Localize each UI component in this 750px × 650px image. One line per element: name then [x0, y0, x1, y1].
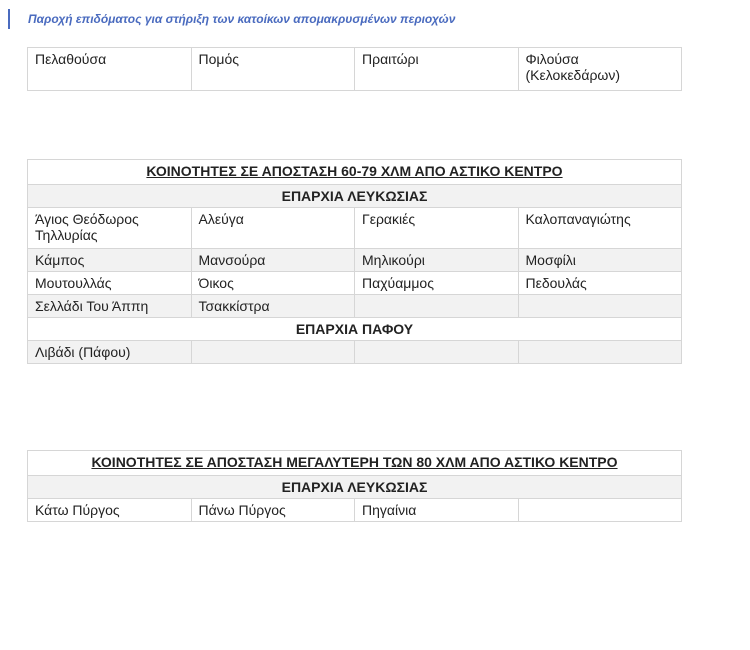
table-row: [28, 295, 682, 318]
table-cell: Τσακκίστρα: [191, 295, 355, 318]
table-cell: Πεδουλάς: [518, 272, 682, 295]
table-cell: [355, 341, 519, 364]
header-accent-bar: [8, 9, 10, 29]
table-cell: [518, 295, 682, 318]
table-row: [28, 48, 682, 91]
table-cell: Πάνω Πύργος: [191, 499, 355, 522]
table-cell: Όικος: [191, 272, 355, 295]
table-cell: Μοσφίλι: [518, 249, 682, 272]
table-cell: Κάτω Πύργος: [28, 499, 192, 522]
table-cell: Πηγαίνια: [355, 499, 519, 522]
table-cell: Μανσούρα: [191, 249, 355, 272]
table-cell: Αλεύγα: [191, 208, 355, 249]
table-cell: Πελαθούσα: [28, 48, 192, 91]
table-row: [28, 272, 682, 295]
table-cell: Παχύαμμος: [355, 272, 519, 295]
district-heading: ΕΠΑΡΧΙΑ ΛΕΥΚΩΣΙΑΣ: [28, 185, 682, 208]
table-cell: Φιλούσα (Κελοκεδάρων): [518, 48, 682, 91]
table-cell: [518, 499, 682, 522]
district-heading: ΕΠΑΡΧΙΑ ΠΑΦΟΥ: [28, 318, 682, 341]
table-cell: Λιβάδι (Πάφου): [28, 341, 192, 364]
section-title: ΚΟΙΝΟΤΗΤΕΣ ΣΕ ΑΠΟΣΤΑΣΗ ΜΕΓΑΛΥΤΕΡΗ ΤΩΝ 80 ΧΛΜ ΑΠΟ ΑΣΤΙΚΟ ΚΕΝΤΡΟ: [28, 451, 682, 476]
communities-60-79km-table: [27, 159, 682, 364]
table-row: [28, 249, 682, 272]
table-cell: Μηλικούρι: [355, 249, 519, 272]
table-row: [28, 341, 682, 364]
table-cell: Άγιος Θεόδωρος Τηλλυρίας: [28, 208, 192, 249]
communities-table-continued: [27, 47, 682, 91]
communities-over-80km-table: [27, 450, 682, 522]
table-cell: Μουτουλλάς: [28, 272, 192, 295]
table-cell: Σελλάδι Του Άππη: [28, 295, 192, 318]
table-row: [28, 208, 682, 249]
table-cell: [191, 341, 355, 364]
section-title: ΚΟΙΝΟΤΗΤΕΣ ΣΕ ΑΠΟΣΤΑΣΗ 60-79 ΧΛΜ ΑΠΟ ΑΣΤΙΚΟ ΚΕΝΤΡΟ: [28, 160, 682, 185]
table-cell: Γερακιές: [355, 208, 519, 249]
table-cell: [355, 295, 519, 318]
table-cell: Πομός: [191, 48, 355, 91]
page-header-title: Παροχή επιδόματος για στήριξη των κατοίκων απομακρυσμένων περιοχών: [28, 12, 456, 26]
table-cell: Κάμπος: [28, 249, 192, 272]
table-row: [28, 499, 682, 522]
table-cell: Καλοπαναγιώτης: [518, 208, 682, 249]
table-cell: Πραιτώρι: [355, 48, 519, 91]
table-cell: [518, 341, 682, 364]
district-heading: ΕΠΑΡΧΙΑ ΛΕΥΚΩΣΙΑΣ: [28, 476, 682, 499]
